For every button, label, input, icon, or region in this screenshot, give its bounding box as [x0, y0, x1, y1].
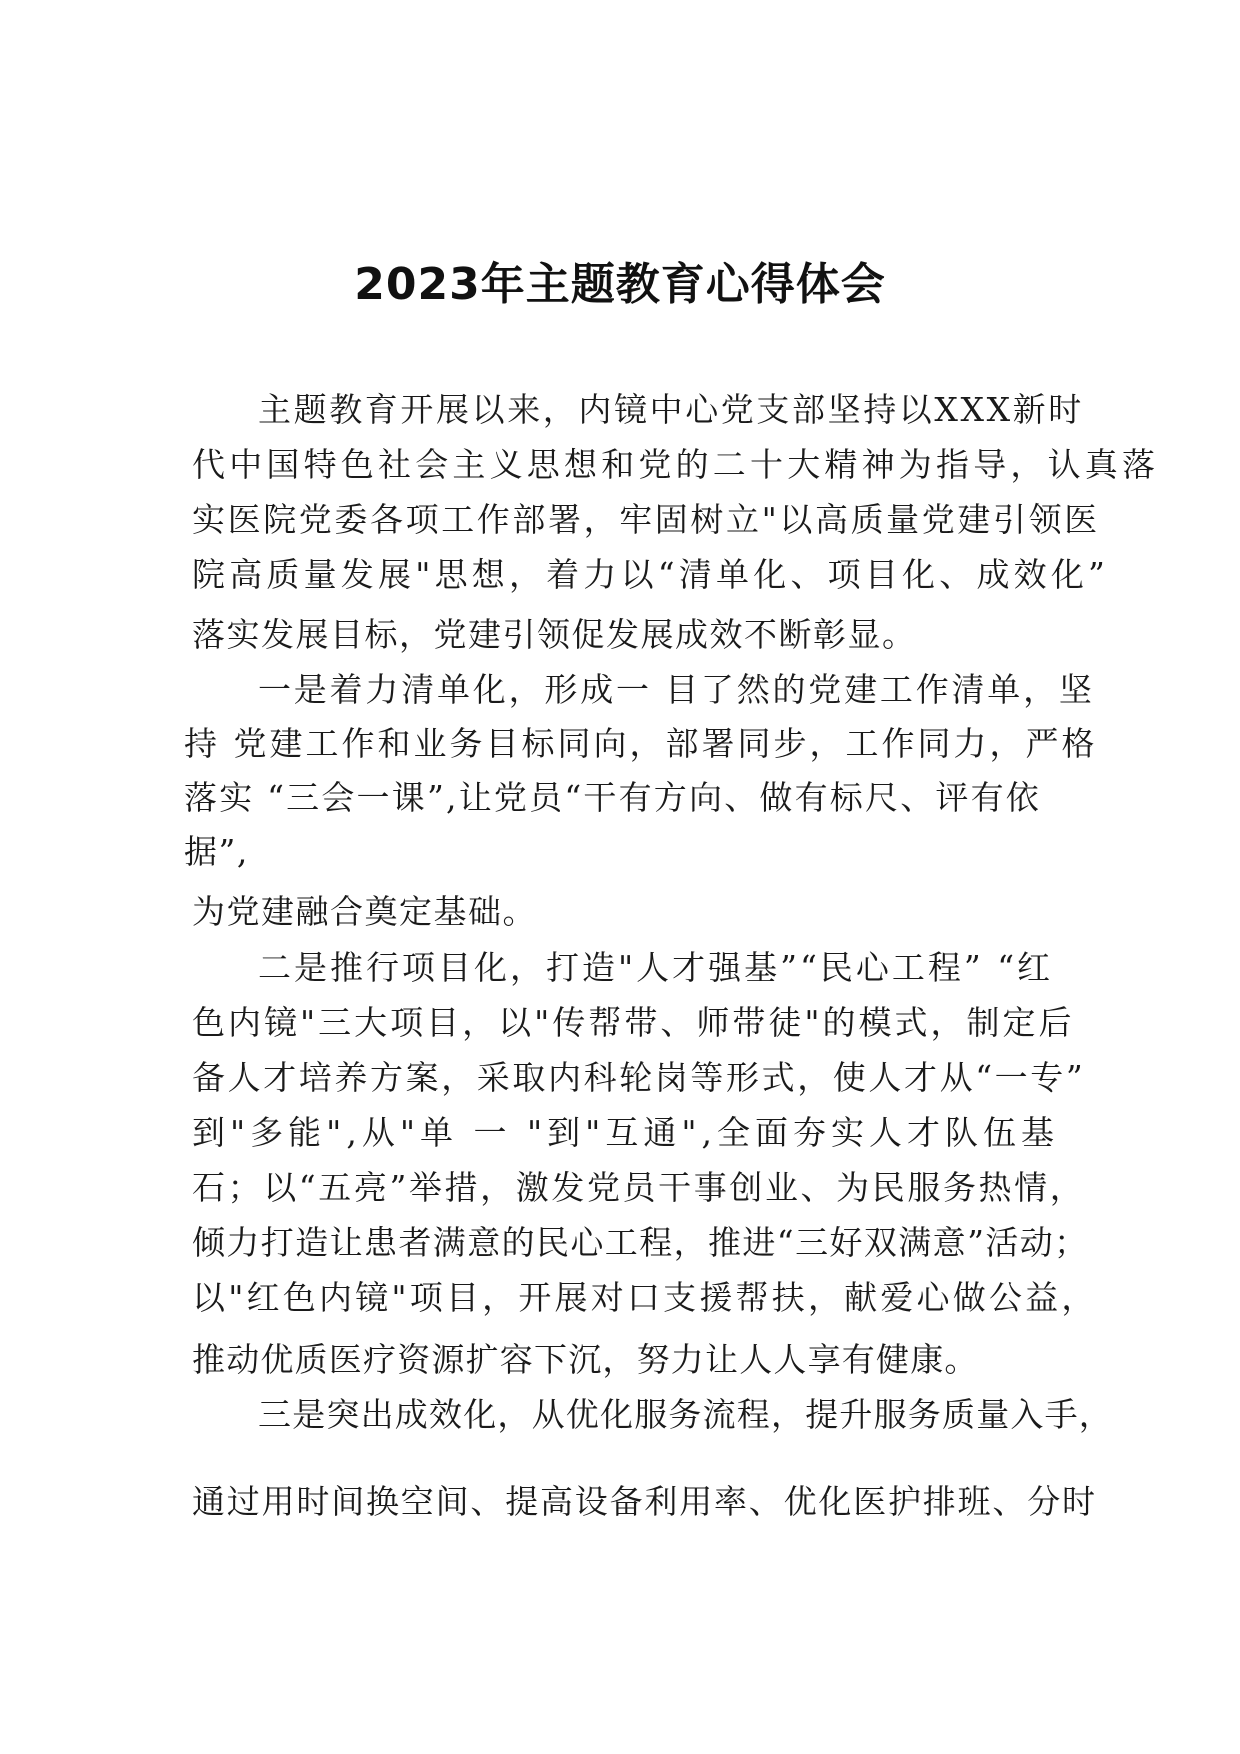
- body-line: 为党建融合奠定基础。: [192, 892, 537, 931]
- body-line: 石；以“五亮”举措，激发党员干事创业、为民服务热情，: [192, 1168, 1086, 1207]
- body-line: 落实 “三会一课”,让党员“干有方向、做有标尺、评有依: [184, 778, 1041, 817]
- body-line: 二是推行项目化，打造"人才强基”“民心工程” “红: [258, 948, 1054, 987]
- body-line: 备人才培养方案，采取内科轮岗等形式，使人才从“一专”: [192, 1058, 1086, 1097]
- body-line: 落实发展目标，党建引领促发展成效不断彰显。: [192, 615, 917, 654]
- body-line: 到"多能",从"单 一 "到"互通",全面夯实人才队伍基: [192, 1113, 1060, 1152]
- body-line: 持 党建工作和业务目标同向，部署同步，工作同力，严格: [184, 724, 1098, 763]
- body-line: 主题教育开展以来，内镜中心党支部坚持以XXX新时: [258, 390, 1084, 429]
- document-title: 2023年主题教育心得体会: [354, 259, 886, 310]
- body-line: 代中国特色社会主义思想和党的二十大精神为指导，认真落: [192, 445, 1160, 484]
- body-line: 倾力打造让患者满意的民心工程，推进“三好双满意”活动；: [192, 1223, 1089, 1262]
- body-line: 实医院党委各项工作部署，牢固树立"以高质量党建引领医: [192, 500, 1100, 539]
- body-line: 一是着力清单化，形成一 目了然的党建工作清单，坚: [258, 670, 1095, 709]
- body-line: 推动优质医疗资源扩容下沉，努力让人人享有健康。: [192, 1340, 979, 1379]
- body-line: 据”,: [184, 832, 249, 871]
- body-line: 以"红色内镜"项目，开展对口支援帮扶，献爱心做公益，: [192, 1278, 1098, 1317]
- body-line: 通过用时间换空间、提高设备利用率、优化医护排班、分时: [192, 1482, 1097, 1521]
- body-line: 色内镜"三大项目，以"传帮带、师带徒"的模式，制定后: [192, 1003, 1075, 1042]
- body-line: 院高质量发展"思想，着力以“清单化、项目化、成效化”: [192, 555, 1110, 594]
- body-line: 三是突出成效化，从优化服务流程，提升服务质量入手，: [258, 1395, 1113, 1434]
